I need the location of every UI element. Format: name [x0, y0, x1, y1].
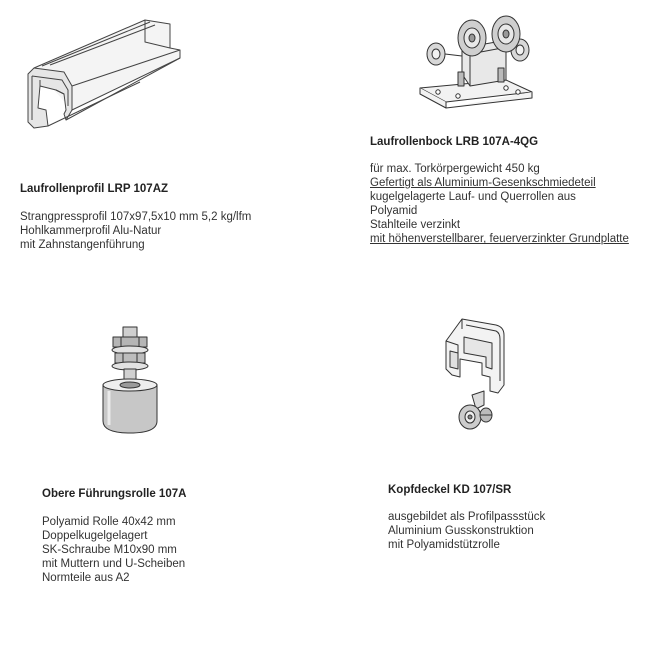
description-line: Stahlteile verzinkt [370, 219, 461, 231]
product-title: Laufrollenbock LRB 107A-4QG [370, 136, 539, 148]
description-line: SK-Schraube M10x90 mm [42, 544, 177, 556]
product-description [370, 162, 629, 246]
description-line-link[interactable]: Gefertigt als Aluminium-Gesenkschmiedeteil [370, 177, 596, 189]
product-title: Laufrollenprofil LRP 107AZ [20, 183, 169, 195]
product-title: Obere Führungsrolle 107A [42, 488, 187, 500]
description-line: kugelgelagerte Lauf- und Querrollen aus [370, 191, 576, 203]
description-line: mit Zahnstangenführung [20, 239, 145, 251]
description-line: Normteile aus A2 [42, 572, 130, 584]
roller-bracket-illustration [410, 10, 540, 110]
end-cap-illustration [438, 315, 518, 440]
description-line: Aluminium Gusskonstruktion [388, 525, 534, 537]
description-line: für max. Torkörpergewicht 450 kg [370, 163, 540, 175]
description-line: Strangpressprofil 107x97,5x10 mm 5,2 kg/lfm [20, 211, 252, 223]
guide-roller-illustration [95, 325, 165, 440]
product-description [20, 210, 251, 252]
description-line: mit Muttern und U-Scheiben [42, 558, 186, 570]
description-line: Doppelkugelgelagert [42, 530, 148, 542]
product-description [42, 515, 185, 585]
description-line: Polyamid [370, 205, 418, 217]
product-description [388, 510, 545, 552]
description-line: Hohlkammerprofil Alu-Natur [20, 225, 162, 237]
product-title: Kopfdeckel KD 107/SR [388, 484, 512, 496]
profile-rail-illustration [20, 10, 200, 135]
description-line-link[interactable]: mit höhenverstellbarer, feuerverzinkter Grundplatte [370, 233, 629, 245]
description-line: ausgebildet als Profilpassstück [388, 511, 546, 523]
description-line: Polyamid Rolle 40x42 mm [42, 516, 176, 528]
description-line: mit Polyamidstützrolle [388, 539, 500, 551]
